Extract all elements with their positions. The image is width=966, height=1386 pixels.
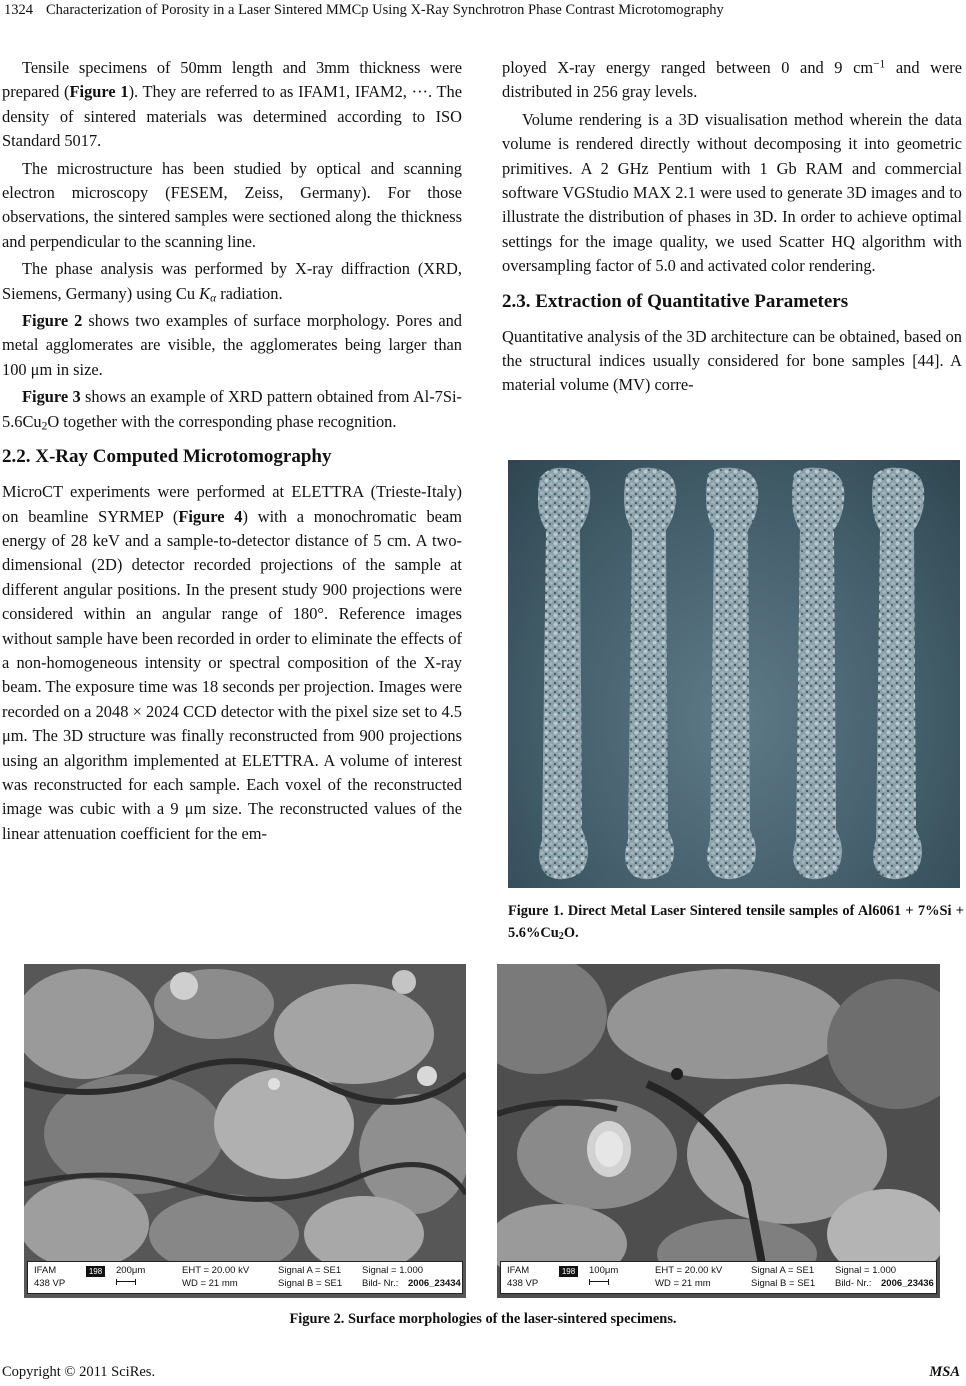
scale-bar	[589, 1279, 609, 1285]
figure-2-caption: Figure 2. Surface morphologies of the laser-sintered specimens.	[289, 1311, 677, 1327]
copyright-notice: Copyright © 2011 SciRes.	[2, 1364, 156, 1380]
magnification-badge: 198	[559, 1266, 578, 1277]
page-footer	[0, 1364, 966, 1384]
paragraph-phase-analysis: The phase analysis was performed by X-ray diffraction (XRD, Siemens, Germany) using Cu $K_\alpha$ radiation.	[2, 259, 462, 304]
journal-abbreviation: MSA	[929, 1364, 960, 1380]
running-title: Characterization of Porosity in a Laser Sintered MMCp Using X-Ray Synchrotron Phase Contrast Microtomography	[46, 2, 724, 18]
specimen-shapes	[538, 468, 924, 880]
sem-databar-left: IFAM 438 VP 198 200μm EHT = 20.00 kV WD = 21 mm Signal A = SE1 Signal B = SE1 Signal = 1.000 Bild- Nr.: 2006_23434	[27, 1261, 463, 1294]
running-header	[0, 2, 966, 24]
sem-image-left	[24, 964, 466, 1298]
right-column	[502, 56, 962, 401]
scale-bar	[116, 1279, 136, 1285]
section-heading-2-3: 2.3. Extraction of Quantitative Parameters	[502, 290, 849, 312]
tensile-samples-illustration	[508, 460, 960, 888]
page-number: 1324	[4, 2, 33, 18]
scale-label: 200μm	[116, 1265, 146, 1276]
section-heading-2-2: 2.2. X-Ray Computed Microtomography	[2, 446, 332, 468]
figure-1-photo	[508, 460, 960, 888]
sem-databar-right: IFAM 438 VP 198 100μm EHT = 20.00 kV WD = 21 mm Signal A = SE1 Signal B = SE1 Signal = 1.000 Bild- Nr.: 2006_23436	[500, 1261, 937, 1294]
paragraph-microct: MicroCT experiments were performed at ELETTRA (Trieste-Italy) on beamline SYRMEP (Figure 4) with a monochromatic beam energy of 28 keV and a sample-to-detector distance of 5 cm. A two-dimensional (2D) detector recorded projections of the sample at different angular positions. In the present study 900 projections were considered within an angular range of 180°. Reference images without sample have been recorded in order to eliminate the effects of a non-homogeneous intensity or spectral composition of the X-ray beam. The exposure time was 18 seconds per projection. Images were recorded on a 2048 × 2024 CCD detector with the pixel size set to 4.5 μm. The 3D structure was finally reconstructed from 900 projections using an algorithm implemented at ELETTRA. A volume of interest was reconstructed for each sample. Each voxel of the reconstructed image was cubic with a 9 μm size. The reconstructed values of the linear attenuation coefficient for the em-	[2, 482, 462, 843]
paragraph-specimens: Tensile specimens of 50mm length and 3mm thickness were prepared (Figure 1). They are referred to as IFAM1, IFAM2, ···. The density of sintered materials was determined according to ISO Standard 5017.	[2, 58, 462, 151]
paragraph-figure-2: Figure 2 shows two examples of surface morphology. Pores and metal agglomerates are visible, the agglomerates being larger than 100 μm in size.	[2, 311, 462, 379]
figure-1-caption: Figure 1. Direct Metal Laser Sintered tensile samples of $Al6061 + 7\%Si + 5.6\%Cu_2O$.	[508, 903, 964, 943]
sem-image-right	[497, 964, 940, 1298]
figure-4-reference[interactable]: Figure 4	[178, 506, 243, 526]
paragraph-figure-3: Figure 3 shows an example of XRD pattern obtained from $Al-7Si-5.6Cu_2O$ together with the corresponding phase recognition.	[2, 387, 462, 432]
paragraph-quantitative: Quantitative analysis of the 3D architecture can be obtained, based on the structural indices usually considered for bone samples [44]. A material volume (MV) corre-	[502, 326, 962, 395]
figure-3-reference[interactable]: Figure 3	[22, 387, 81, 407]
left-column	[2, 56, 462, 849]
paragraph-volume-rendering: Volume rendering is a 3D visualisation method wherein the data volume is rendered directly without decomposing it into geometric primitives. A 2 GHz Pentium with 1 Gb RAM and commercial software VGStudio MAX 2.1 were used to generate 3D images and to illustrate the distribution of phases in 3D. In order to achieve optimal settings for the image quality, we used Scatter HQ algorithm with oversampling factor of 5.0 and activated color rendering.	[502, 109, 962, 276]
figure-1-reference[interactable]: Figure 1	[69, 82, 129, 102]
paragraph-xray-energy: ployed X-ray energy ranged between 0 and 9 $cm^{-1}$ and were distributed in 256 gray levels.	[502, 58, 962, 102]
scale-label: 100μm	[589, 1265, 619, 1276]
sem-texture-right	[497, 964, 940, 1298]
paragraph-microstructure: The microstructure has been studied by optical and scanning electron microscopy (FESEM, Zeiss, Germany). For those observations, the sintered samples were sectioned along the thickness and perpendicular to the scanning line.	[2, 158, 462, 251]
sem-texture-left	[24, 964, 466, 1298]
figure-2-reference[interactable]: Figure 2	[22, 311, 83, 331]
magnification-badge: 198	[86, 1266, 105, 1277]
